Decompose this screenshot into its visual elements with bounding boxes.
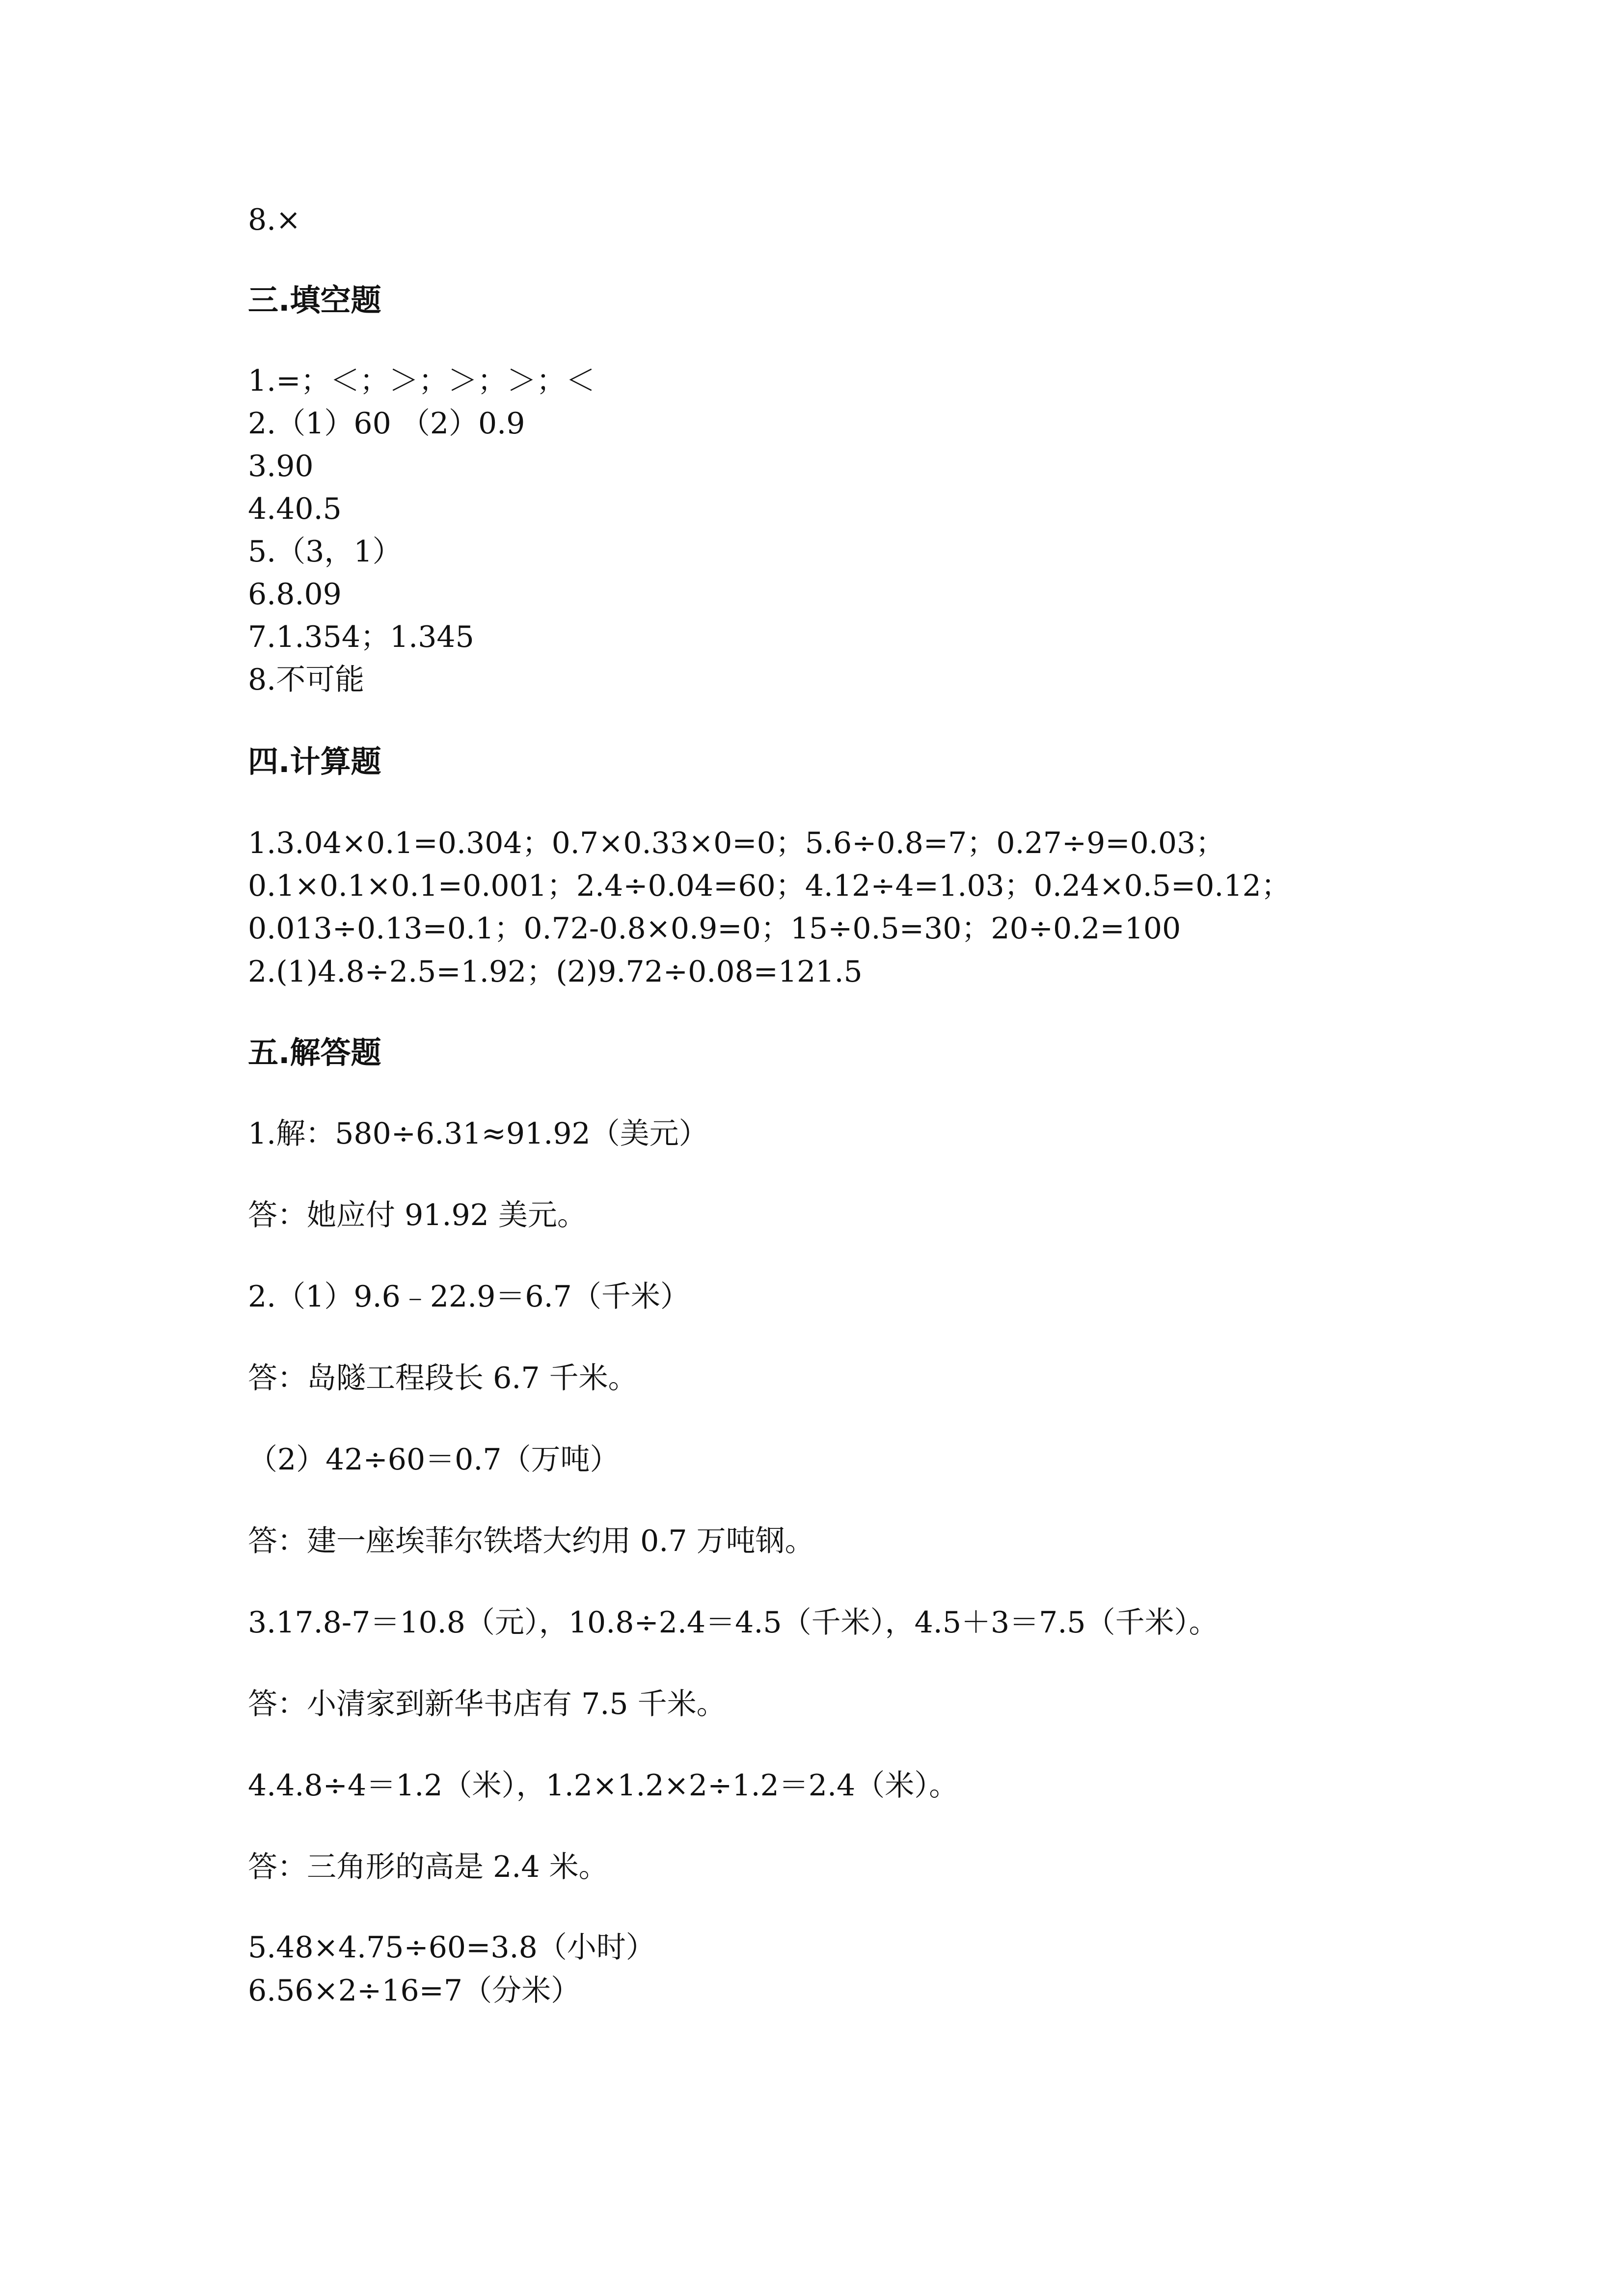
answer-line-s5-11: 5.48×4.75÷60=3.8（小时） — [248, 1930, 655, 1965]
answer-line-s5-4: 答：岛隧工程段长 6.7 千米。 — [248, 1361, 638, 1395]
answer-line-s5-12: 6.56×2÷16=7（分米） — [248, 1974, 581, 2008]
answer-line-s4-3: 0.013÷0.13=0.1；0.72-0.8×0.9=0；15÷0.5=30；20÷0.2=100 — [248, 911, 1181, 946]
answer-line-prev-8: 8.× — [248, 203, 301, 237]
answer-line-s5-9: 4.4.8÷4＝1.2（米），1.2×1.2×2÷1.2＝2.4（米）。 — [248, 1768, 959, 1803]
section-title-word-problems: 五.解答题 — [248, 1035, 381, 1070]
answer-line-s4-4: 2.(1)4.8÷2.5=1.92；(2)9.72÷0.08=121.5 — [248, 955, 863, 989]
answer-line-s3-8: 8.不可能 — [248, 663, 365, 697]
answer-line-s3-2: 2.（1）60 （2）0.9 — [248, 406, 525, 441]
answer-line-s5-7: 3.17.8-7＝10.8（元），10.8÷2.4＝4.5（千米），4.5＋3＝7.5（千米）。 — [248, 1605, 1218, 1640]
answer-line-s5-1: 1.解：580÷6.31≈91.92（美元） — [248, 1117, 708, 1151]
answer-line-s3-6: 6.8.09 — [248, 577, 342, 612]
section-title-fill-in: 三.填空题 — [248, 282, 381, 318]
section-title-calculation: 四.计算题 — [248, 744, 381, 779]
answer-line-s3-3: 3.90 — [248, 449, 314, 483]
answer-line-s5-3: 2.（1）9.6﹣22.9＝6.7（千米） — [248, 1280, 690, 1314]
answer-line-s5-6: 答：建一座埃菲尔铁塔大约用 0.7 万吨钢。 — [248, 1524, 814, 1558]
answer-line-s5-10: 答：三角形的高是 2.4 米。 — [248, 1850, 608, 1884]
answer-line-s4-2: 0.1×0.1×0.1=0.001；2.4÷0.04=60；4.12÷4=1.03；0.24×0.5=0.12； — [248, 869, 1291, 903]
answer-line-s3-7: 7.1.354；1.345 — [248, 620, 474, 654]
answer-line-s3-1: 1.=；＜；＞；＞；＞；＜ — [248, 364, 595, 398]
answer-line-s5-5: （2）42÷60＝0.7（万吨） — [248, 1442, 620, 1477]
answer-line-s5-8: 答：小清家到新华书店有 7.5 千米。 — [248, 1687, 726, 1721]
answer-line-s4-1: 1.3.04×0.1=0.304；0.7×0.33×0=0；5.6÷0.8=7；0.27÷9=0.03； — [248, 826, 1225, 860]
answer-line-s3-4: 4.40.5 — [248, 492, 342, 526]
answer-line-s5-2: 答：她应付 91.92 美元。 — [248, 1198, 587, 1232]
answer-line-s3-5: 5.（3，1） — [248, 534, 402, 569]
